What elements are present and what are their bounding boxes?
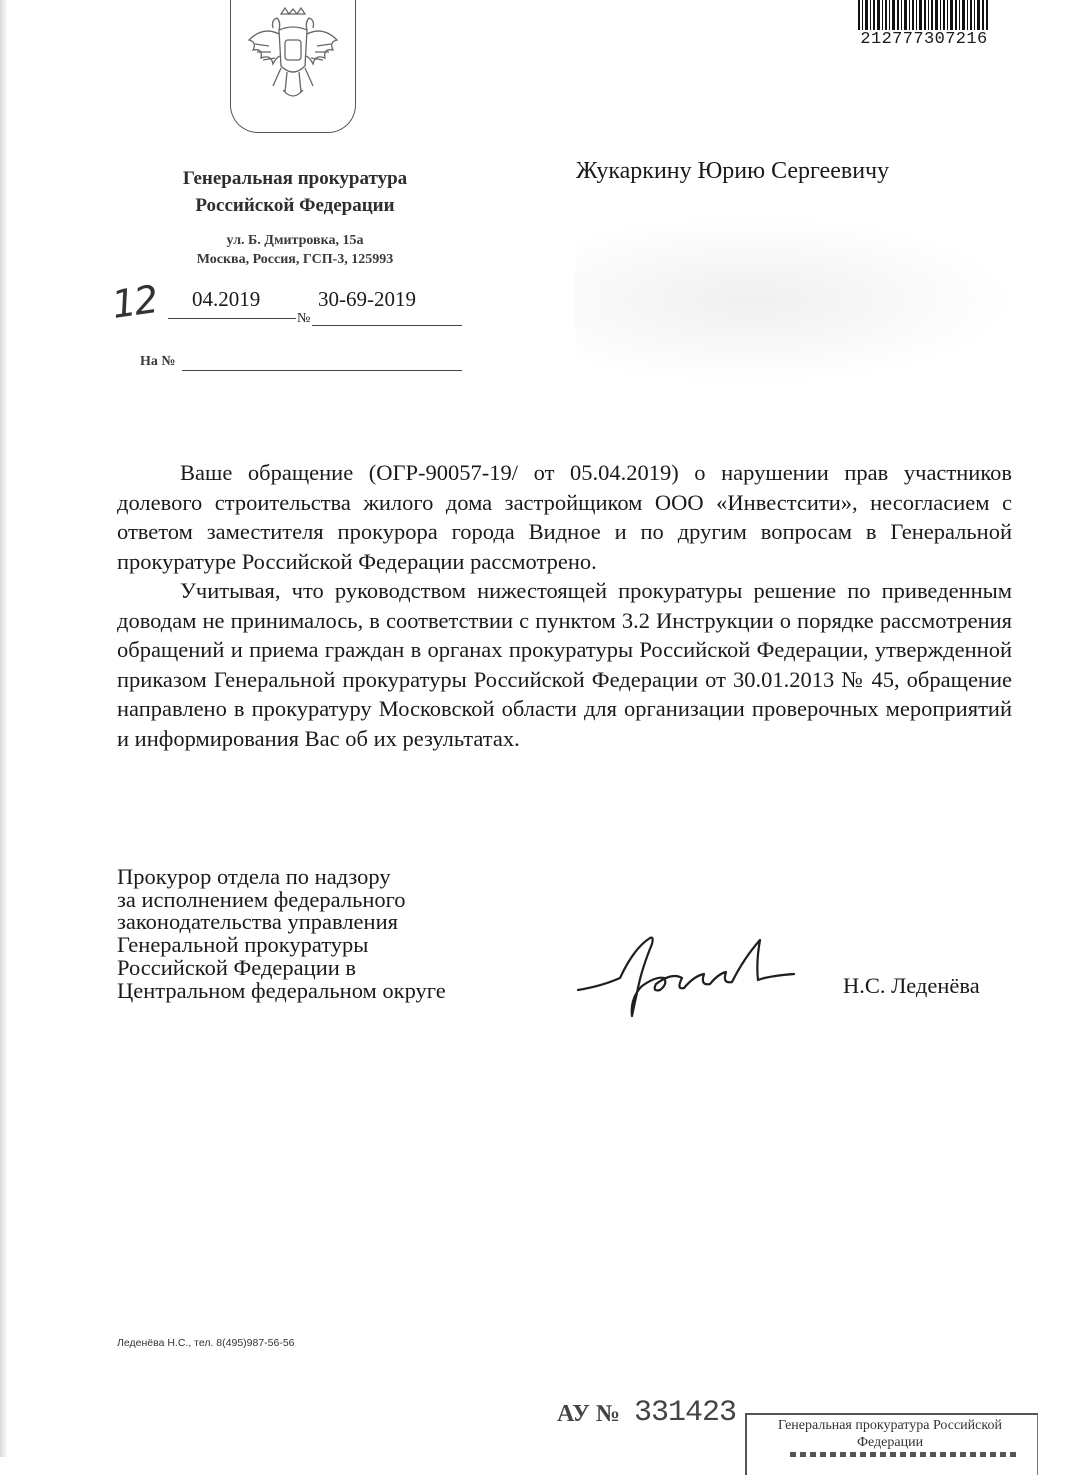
serial-number: 331423 <box>634 1396 737 1430</box>
outgoing-number: 30-69-2019 <box>318 287 416 311</box>
stamp-cut-off-line <box>790 1452 1020 1457</box>
serial-prefix: АУ № <box>557 1401 620 1427</box>
addressee-name: Жукаркину Юрию Сергеевичу <box>576 158 890 184</box>
barcode-number: 212777307216 <box>857 30 991 50</box>
signatory-title-line: законодательства управления <box>117 909 398 935</box>
sender-org-name <box>130 165 460 219</box>
signer-name: Н.С. Леденёва <box>843 973 980 998</box>
sender-org-line1: Генеральная прокуратура <box>182 168 408 189</box>
executor-contact: Леденёва Н.С., тел. 8(495)987-56-56 <box>117 1337 295 1349</box>
redacted-address-area <box>575 215 1015 385</box>
sender-address-line1: ул. Б. Дмитровка, 15а <box>226 233 364 248</box>
handwritten-signature <box>572 928 812 1023</box>
signatory-title-line: Прокурор отдела по надзору <box>117 864 391 889</box>
number-underline <box>312 325 462 326</box>
reference-label: На № <box>140 354 176 369</box>
stamp-line: Генеральная прокуратура Российской <box>778 1418 1002 1433</box>
emblem-frame <box>230 0 356 133</box>
scan-edge-shadow <box>0 0 8 1457</box>
stamp-line: Федерации <box>856 1434 924 1450</box>
number-sign: № <box>297 311 311 326</box>
signatory-title-line: Российской Федерации в <box>117 954 357 980</box>
signatory-title-line: Центральном федеральном округе <box>117 977 446 1003</box>
handwritten-day: 12 <box>109 277 160 327</box>
sender-address-line2: Москва, Россия, ГСП-3, 125993 <box>196 252 394 267</box>
outgoing-date: 04.2019 <box>192 287 261 311</box>
date-underline <box>168 318 296 319</box>
signatory-title-line: Генеральной прокуратуры <box>117 932 369 958</box>
sender-org-line2: Российской Федерации <box>195 195 395 216</box>
body-paragraph: Учитывая, что руководством нижестоящей прокуратуры решение по приведенным доводам не принималось, в соответствии с пунктом 3.2 Инструкции о порядке рассмотрения обращений и приема граждан в органах прокуратуры Российской Федерации, утвержденной приказом Генеральной прокуратуры Российской Федерации от 30.01.2013 № 45, обращение направлено в прокуратуру Московской области для организации проверочных мероприятий и информирования Вас об их результатах. <box>117 578 1012 751</box>
letter-body <box>117 458 1012 753</box>
sender-address <box>150 231 440 269</box>
double-headed-eagle-icon <box>243 6 343 114</box>
signatory-title <box>117 866 537 1002</box>
signatory-title-line: за исполнением федерального <box>117 886 406 912</box>
reference-underline <box>182 370 462 371</box>
body-paragraph: Ваше обращение (ОГР-90057-19/ от 05.04.2019) о нарушении прав участников долевого строительства жилого дома застройщиком ООО «Инвестсити», несогласием с ответом заместителя прокурора города Видное и по другим вопросам в Генеральной прокуратуре Российской Федерации рассмотрено. <box>117 460 1012 574</box>
registration-stamp-text <box>747 1418 1033 1451</box>
